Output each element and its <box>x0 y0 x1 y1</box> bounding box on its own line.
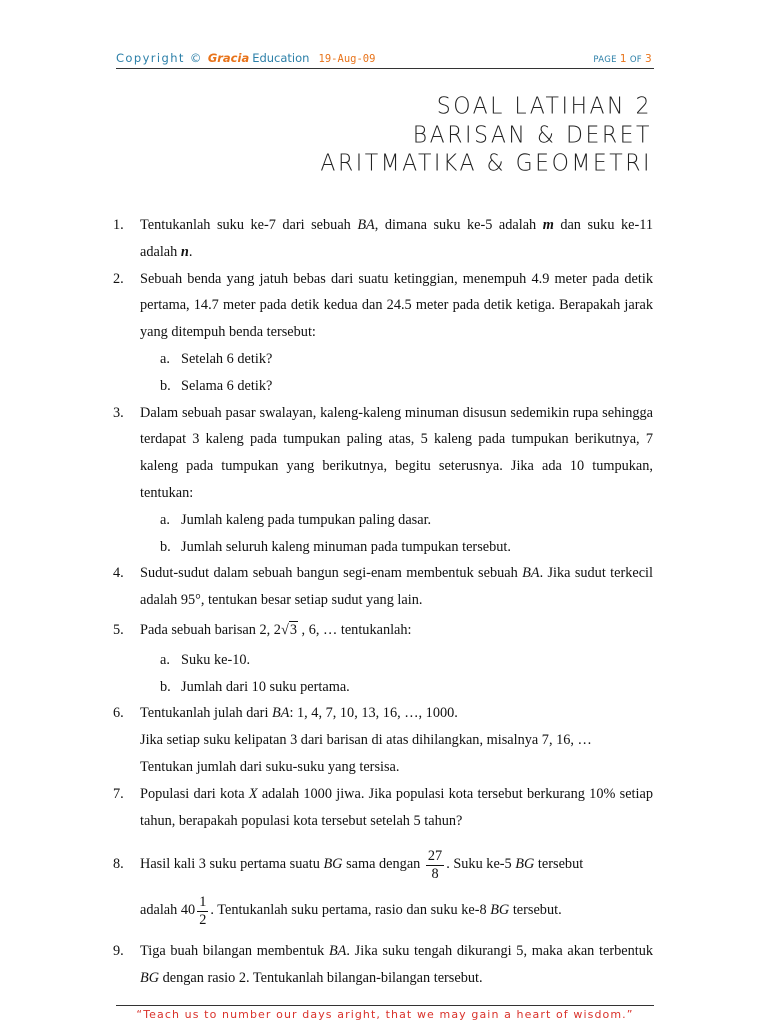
page-indicator: PAGE 1 OF 3 <box>593 53 652 65</box>
fraction-1-2: $\frac{1}{2}$ <box>199 894 207 928</box>
header-date: 19-Aug-09 <box>318 53 376 65</box>
question-number: 5. <box>113 621 124 638</box>
radical-sign: √ <box>280 621 289 638</box>
question-8-line-2: adalah 40 $\frac{1}{2}$ . Tentukanlah suku pertama, rasio dan suku ke-8 BG tersebut. <box>140 894 562 928</box>
question-number: 1. <box>113 217 124 233</box>
brand-suffix: Education <box>252 51 310 65</box>
page-header <box>116 50 654 69</box>
sub-question-2a: a. Setelah 6 detik? <box>160 350 273 367</box>
sub-question-5b: b. Jumlah dari 10 suku pertama. <box>160 678 350 695</box>
question-3: 3. Dalam sebuah pasar swalayan, kaleng-kaleng minuman disusun sedemikin rupa sehingga terdapat 3 kaleng pada tumpukan paling atas, 5 kaleng pada tumpukan berikutnya, 7 kaleng pada tumpukan yang berikutnya, begitu seterusnya. Jika ada 10 tumpukan, tentukan: <box>113 400 653 507</box>
question-8 <box>113 842 653 932</box>
document-title <box>320 93 652 179</box>
question-6: 6. Tentukanlah julah dari BA: 1, 4, 7, 10, 13, 16, …, 1000. <box>113 700 653 727</box>
brand-logo: Gracia <box>207 51 250 65</box>
question-1: 1. Tentukanlah suku ke-7 dari sebuah BA, dimana suku ke-5 adalah m dan suku ke-11 adalah n. <box>113 212 653 266</box>
footer-divider <box>116 1005 654 1006</box>
radicand: 3 <box>289 621 297 638</box>
question-5: 5. Pada sebuah barisan 2, 2√3 , 6, … tentukanlah: <box>113 617 653 644</box>
question-6-line-3: Tentukan jumlah dari suku-suku yang tersisa. <box>140 758 400 775</box>
title-line-2: BARISAN & DERET <box>412 121 652 149</box>
question-number: 4. <box>113 565 124 582</box>
page-current: 1 <box>619 53 627 65</box>
question-9: 9. Tiga buah bilangan membentuk BA. Jika suku tengah dikurangi 5, maka akan terbentuk BG dengan rasio 2. Tentukanlah bilangan-bilangan tersebut. <box>113 938 653 992</box>
page-total: 3 <box>645 53 652 65</box>
question-number: 7. <box>113 785 124 802</box>
question-number: 6. <box>113 705 124 722</box>
question-6-line-2: Jika setiap suku kelipatan 3 dari barisan di atas dihilangkan, misalnya 7, 16, … <box>140 732 592 749</box>
copyright-notice <box>116 51 375 65</box>
question-number: 8. <box>113 856 124 873</box>
title-line-3: ARITMATIKA & GEOMETRI <box>320 150 652 177</box>
fraction-27-8: $\frac{27}{8}$ <box>427 848 443 882</box>
sub-question-2b: b. Selama 6 detik? <box>160 377 273 394</box>
question-2: 2. Sebuah benda yang jatuh bebas dari suatu ketinggian, menempuh 4.9 meter pada detik pertama, 14.7 meter pada detik kedua dan 24.5 meter pada detik ketiga. Berapakah jarak yang ditempuh benda tersebut: <box>113 266 653 346</box>
question-number: 2. <box>113 270 124 287</box>
copyright-prefix: Copyright © <box>116 51 203 65</box>
sub-question-5a: a. Suku ke-10. <box>160 651 251 668</box>
sub-question-3b: b. Jumlah seluruh kaleng minuman pada tumpukan tersebut. <box>160 538 511 555</box>
question-8-line-1: Hasil kali 3 suku pertama suatu BG sama dengan $\frac{27}{8}$ . Suku ke-5 BG tersebut <box>140 848 584 882</box>
question-7: 7. Populasi dari kota X adalah 1000 jiwa. Jika populasi kota tersebut berkurang 10% setiap tahun, berapakah populasi kota tersebut setelah 5 tahun? <box>113 781 653 835</box>
question-4: 4. Sudut-sudut dalam sebuah bangun segi-enam membentuk sebuah BA. Jika sudut terkecil adalah 95°, tentukan besar setiap sudut yang lain. <box>113 560 653 614</box>
question-number: 3. <box>113 404 124 421</box>
question-list <box>113 212 653 992</box>
title-line-1: SOAL LATIHAN 2 <box>436 93 652 120</box>
footer-quote: “Teach us to number our days aright, that we may gain a heart of wisdom.” <box>136 1008 634 1021</box>
question-number: 9. <box>113 943 124 960</box>
sub-question-3a: a. Jumlah kaleng pada tumpukan paling dasar. <box>160 511 432 528</box>
